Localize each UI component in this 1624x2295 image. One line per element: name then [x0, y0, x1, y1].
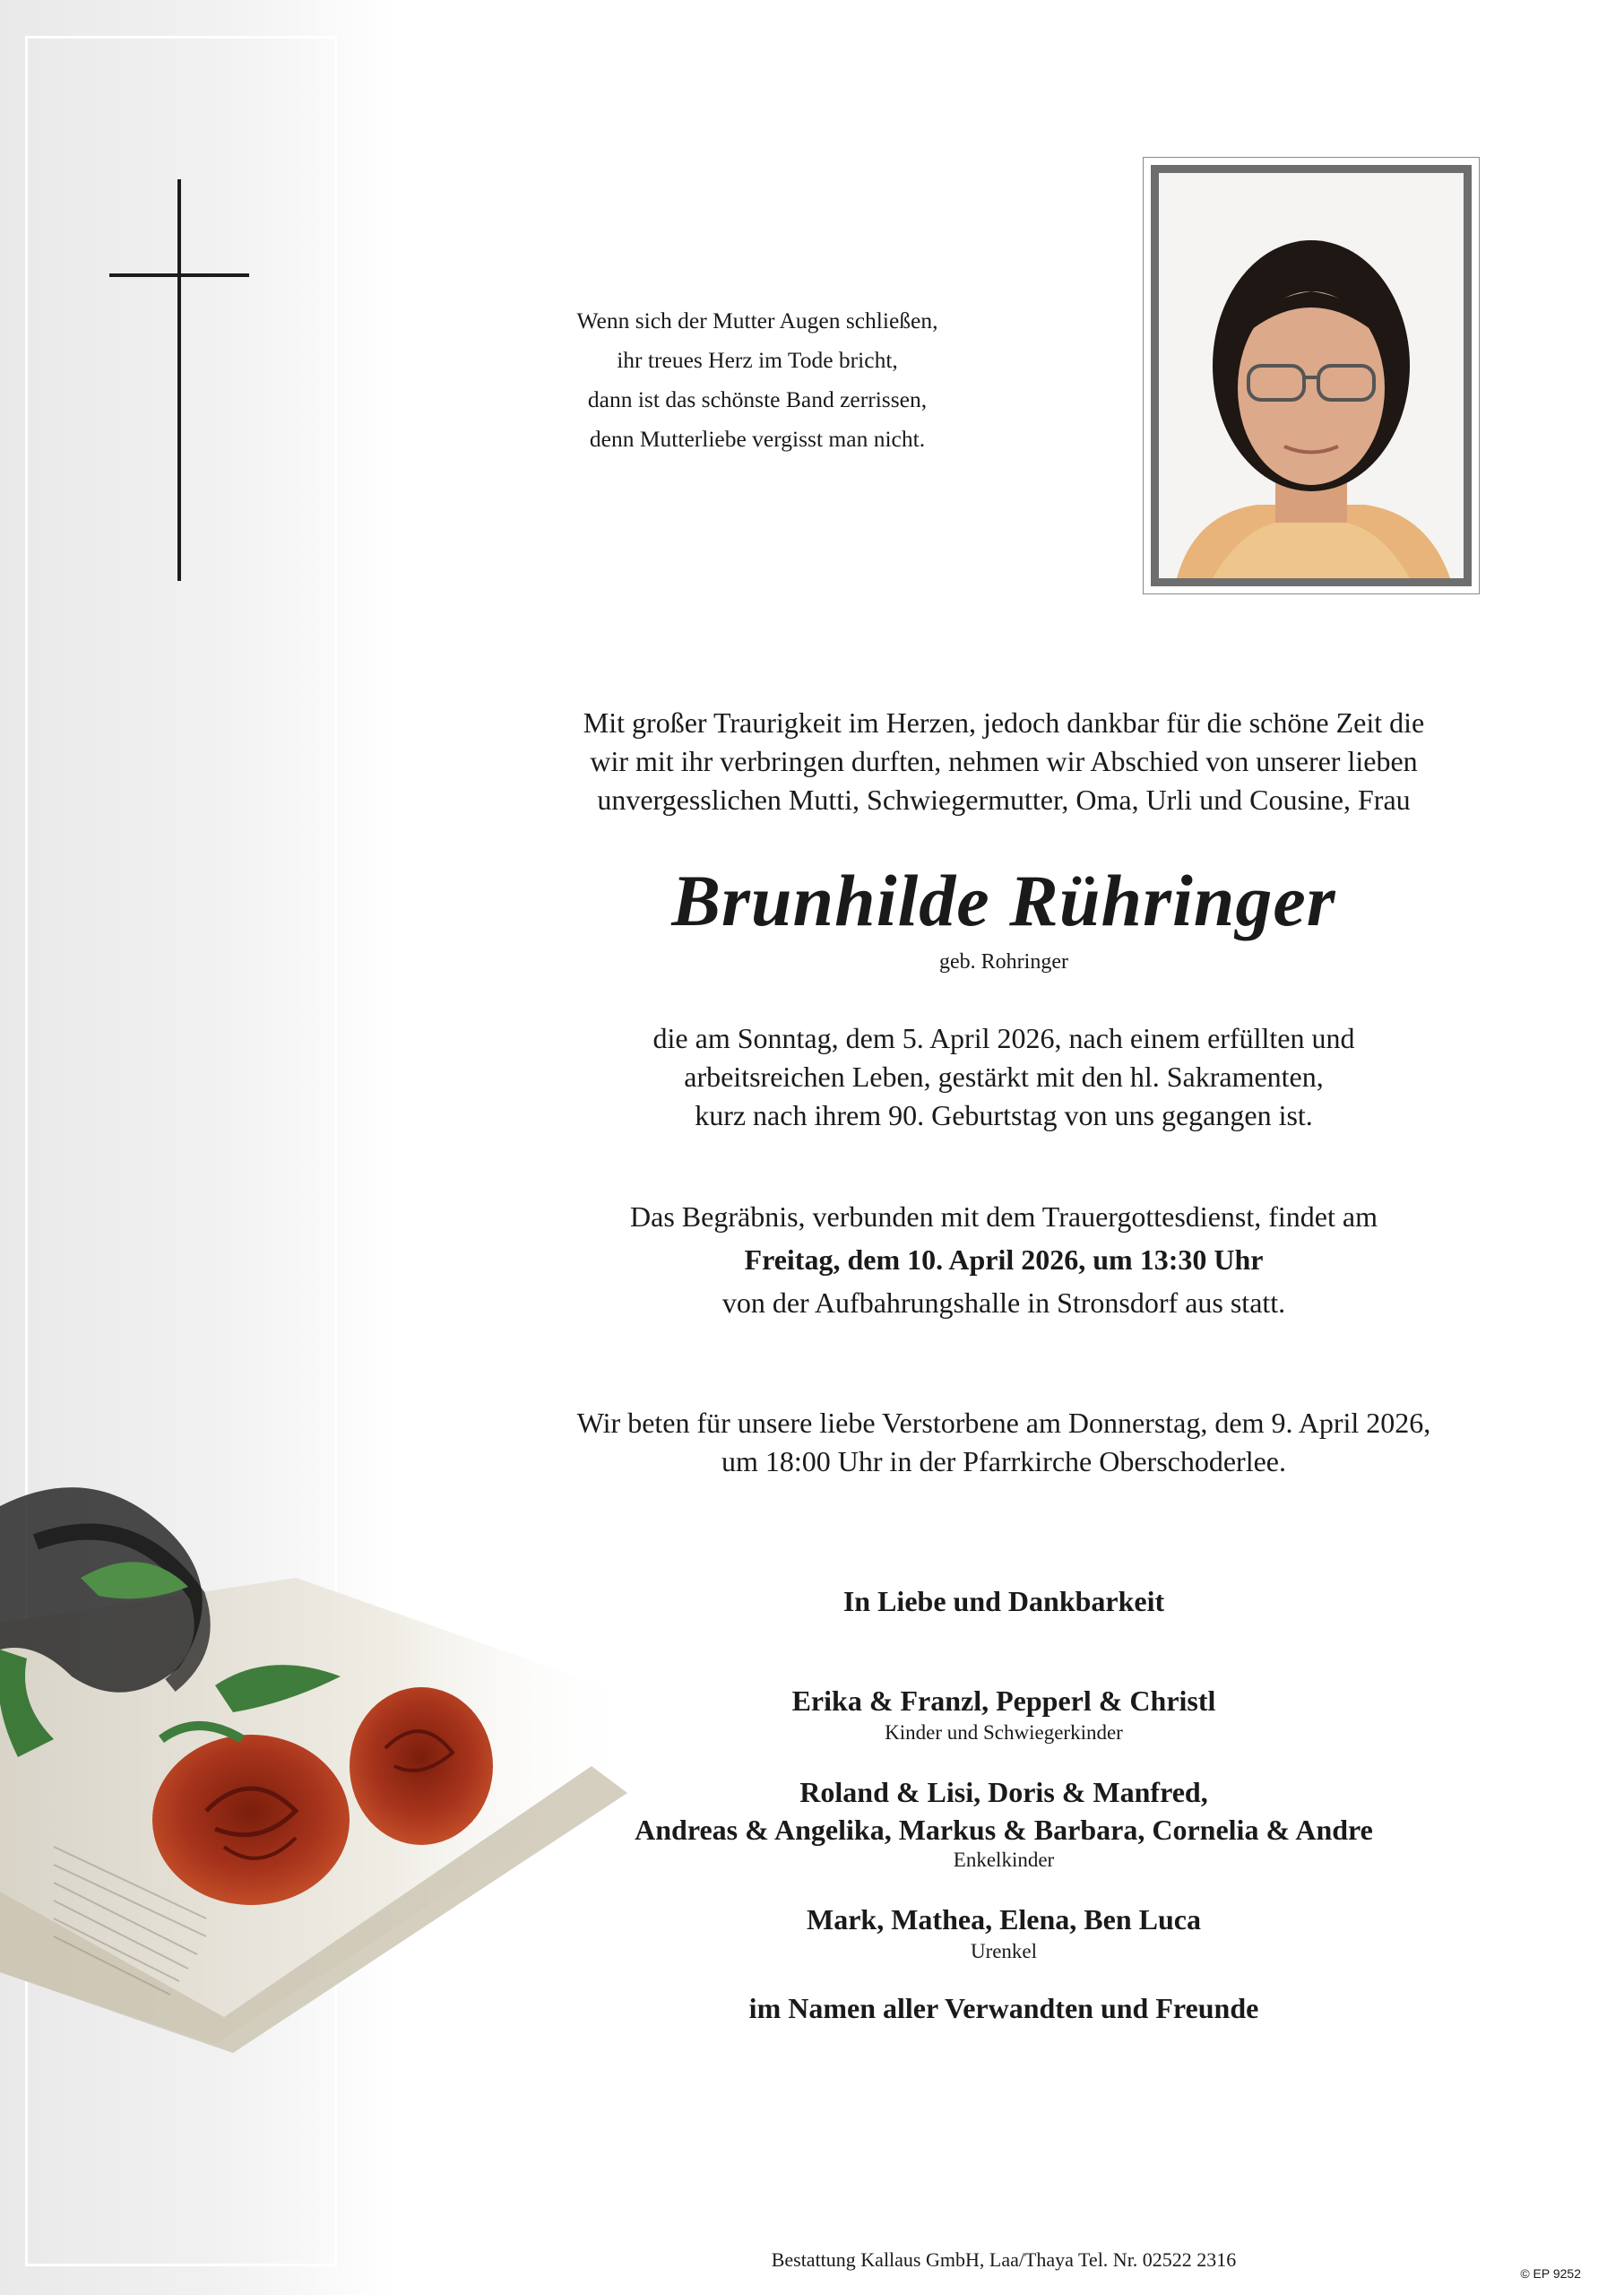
- deceased-name: Brunhilde Rühringer: [671, 860, 1336, 941]
- signature-heading: In Liebe und Dankbarkeit: [842, 1585, 1165, 1617]
- intro-line: Mit großer Traurigkeit im Herzen, jedoch dankbar für die schöne Zeit die: [583, 706, 1425, 739]
- portrait-photo: [1151, 165, 1472, 586]
- funeral-datetime: Freitag, dem 10. April 2026, um 13:30 Uhr: [744, 1243, 1264, 1276]
- copyright-code: © EP 9252: [1520, 2266, 1581, 2281]
- born-name: geb. Rohringer: [939, 950, 1068, 974]
- poem-line: ihr treues Herz im Tode bricht,: [617, 347, 898, 373]
- prayer-line: Wir beten für unsere liebe Verstorbene am Donnerstag, dem 9. April 2026,: [576, 1407, 1431, 1439]
- grandchildren-names-line: Andreas & Angelika, Markus & Barbara, Cornelia & Andre: [635, 1814, 1373, 1846]
- funeral-location: von der Aufbahrungshalle in Stronsdorf aus statt.: [721, 1286, 1286, 1319]
- children-names: [466, 1682, 1542, 1719]
- great-grandchildren-names-line: Mark, Mathea, Elena, Ben Luca: [807, 1903, 1201, 1936]
- intro-line: unvergesslichen Mutti, Schwiegermutter, Oma, Urli und Cousine, Frau: [597, 784, 1411, 816]
- cross-icon: [177, 179, 181, 581]
- intro-line: wir mit ihr verbringen durften, nehmen wir Abschied von unserer lieben: [590, 745, 1418, 777]
- great-grandchildren-names: [466, 1901, 1542, 1938]
- funeral-paragraph: [466, 1195, 1542, 1324]
- portrait-frame: [1143, 157, 1480, 594]
- intro-paragraph: [466, 704, 1542, 819]
- children-role: Kinder und Schwiegerkinder: [885, 1721, 1123, 1744]
- poem-line: denn Mutterliebe vergisst man nicht.: [589, 426, 926, 452]
- poem-line: dann ist das schönste Band zerrissen,: [587, 386, 928, 412]
- cross-icon-bar: [109, 273, 249, 277]
- book-roses-illustration: [0, 1470, 681, 2062]
- great-grandchildren-role: Urenkel: [970, 1940, 1038, 1962]
- portrait-figure: [1159, 173, 1464, 578]
- prayer-line: um 18:00 Uhr in der Pfarrkirche Oberschoderlee.: [721, 1445, 1286, 1477]
- poem-line: Wenn sich der Mutter Augen schließen,: [576, 307, 938, 333]
- closing-line: im Namen aller Verwandten und Freunde: [748, 1992, 1259, 2024]
- death-line: die am Sonntag, dem 5. April 2026, nach einem erfüllten und: [652, 1022, 1355, 1054]
- funeral-line: Das Begräbnis, verbunden mit dem Trauergottesdienst, findet am: [630, 1200, 1378, 1233]
- grandchildren-names-line: Roland & Lisi, Doris & Manfred,: [799, 1776, 1208, 1808]
- funeral-home-footer: Bestattung Kallaus GmbH, Laa/Thaya Tel. Nr. 02522 2316: [771, 2248, 1237, 2271]
- children-names-line: Erika & Franzl, Pepperl & Christl: [791, 1684, 1216, 1717]
- death-line: arbeitsreichen Leben, gestärkt mit den hl. Sakramenten,: [684, 1061, 1324, 1093]
- death-line: kurz nach ihrem 90. Geburtstag von uns gegangen ist.: [695, 1099, 1313, 1131]
- prayer-paragraph: [466, 1404, 1542, 1481]
- grandchildren-names: [466, 1773, 1542, 1849]
- death-paragraph: [466, 1019, 1542, 1135]
- memorial-poem: [502, 301, 1013, 459]
- grandchildren-role: Enkelkinder: [953, 1849, 1055, 1871]
